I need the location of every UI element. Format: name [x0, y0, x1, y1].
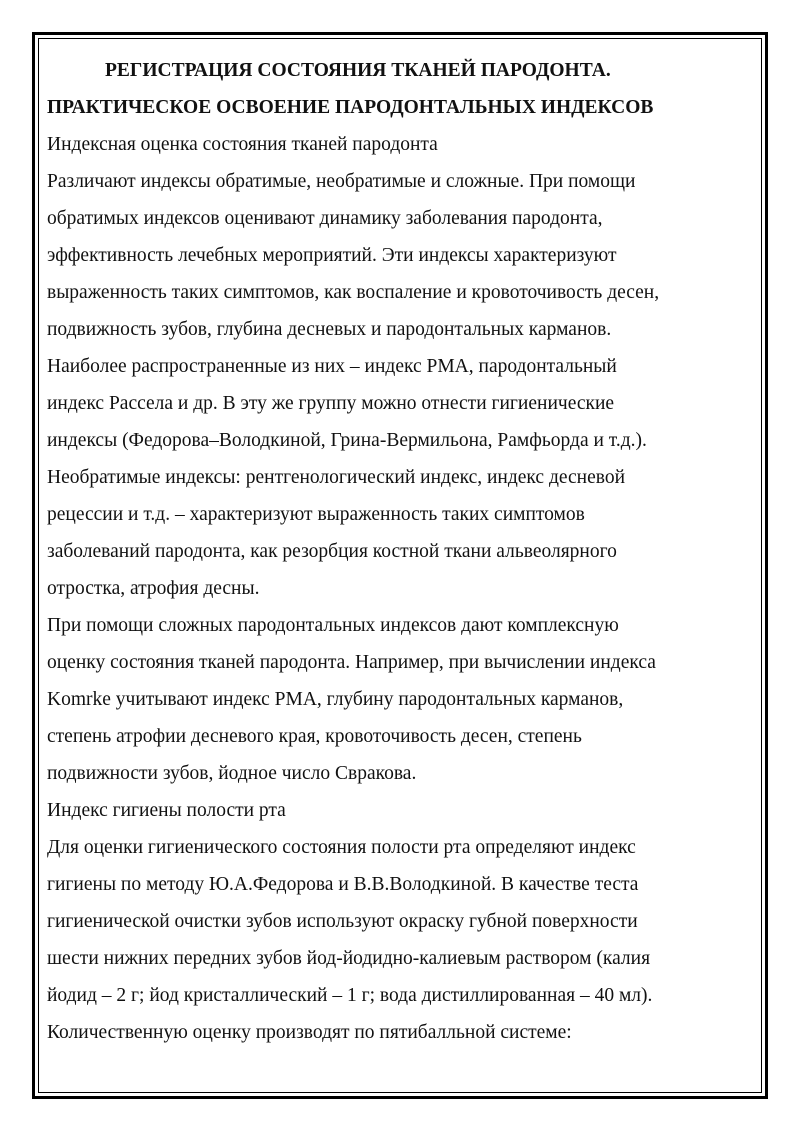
section-heading-index-assessment: Индексная оценка состояния тканей пародонта — [47, 134, 438, 155]
text-line: индексы (Федорова–Володкиной, Грина-Вермильона, Рамфьорда и т.д.). — [47, 430, 647, 451]
text-line: Для оценки гигиенического состояния полости рта определяют индекс — [47, 837, 636, 858]
text-line: степень атрофии десневого края, кровоточивость десен, степень — [47, 726, 582, 747]
text-line: индекс Рассела и др. В эту же группу можно отнести гигиенические — [47, 393, 615, 414]
text-line: Необратимые индексы: рентгенологический индекс, индекс десневой — [47, 467, 626, 488]
text-line: йодид – 2 г; йод кристаллический – 1 г; вода дистиллированная – 40 мл). — [47, 985, 653, 1006]
text-line: обратимых индексов оценивают динамику заболевания пародонта, — [47, 208, 603, 229]
text-line: Количественную оценку производят по пятибалльной системе: — [47, 1022, 572, 1043]
text-line: эффективность лечебных мероприятий. Эти индексы характеризуют — [47, 245, 617, 266]
text-line: отростка, атрофия десны. — [47, 578, 260, 599]
text-line: подвижность зубов, глубина десневых и пародонтальных карманов. — [47, 319, 612, 340]
document-title-line-1: РЕГИСТРАЦИЯ СОСТОЯНИЯ ТКАНЕЙ ПАРОДОНТА. — [105, 60, 611, 81]
text-line: гигиены по методу Ю.А.Федорова и В.В.Володкиной. В качестве теста — [47, 874, 639, 895]
text-line: шести нижних передних зубов йод-йодидно-калиевым раствором (калия — [47, 948, 651, 969]
text-line: выраженность таких симптомов, как воспаление и кровоточивость десен, — [47, 282, 660, 303]
text-line: Komrke учитывают индекс РМА, глубину пародонтальных карманов, — [47, 689, 624, 710]
text-line: гигиенической очистки зубов используют окраску губной поверхности — [47, 911, 638, 932]
text-line: рецессии и т.д. – характеризуют выраженность таких симптомов — [47, 504, 585, 525]
text-line: оценку состояния тканей пародонта. Например, при вычислении индекса — [47, 652, 656, 673]
text-line: Различают индексы обратимые, необратимые и сложные. При помощи — [47, 171, 636, 192]
section-heading-oral-hygiene-index: Индекс гигиены полости рта — [47, 800, 286, 821]
document-title-line-2: ПРАКТИЧЕСКОЕ ОСВОЕНИЕ ПАРОДОНТАЛЬНЫХ ИНДЕКСОВ — [47, 97, 654, 118]
document-body — [47, 52, 747, 1051]
text-line: подвижности зубов, йодное число Свракова. — [47, 763, 417, 784]
text-line: заболеваний пародонта, как резорбция костной ткани альвеолярного — [47, 541, 617, 562]
text-line: При помощи сложных пародонтальных индексов дают комплексную — [47, 615, 619, 636]
text-line: Наиболее распространенные из них – индекс РМА, пародонтальный — [47, 356, 617, 377]
